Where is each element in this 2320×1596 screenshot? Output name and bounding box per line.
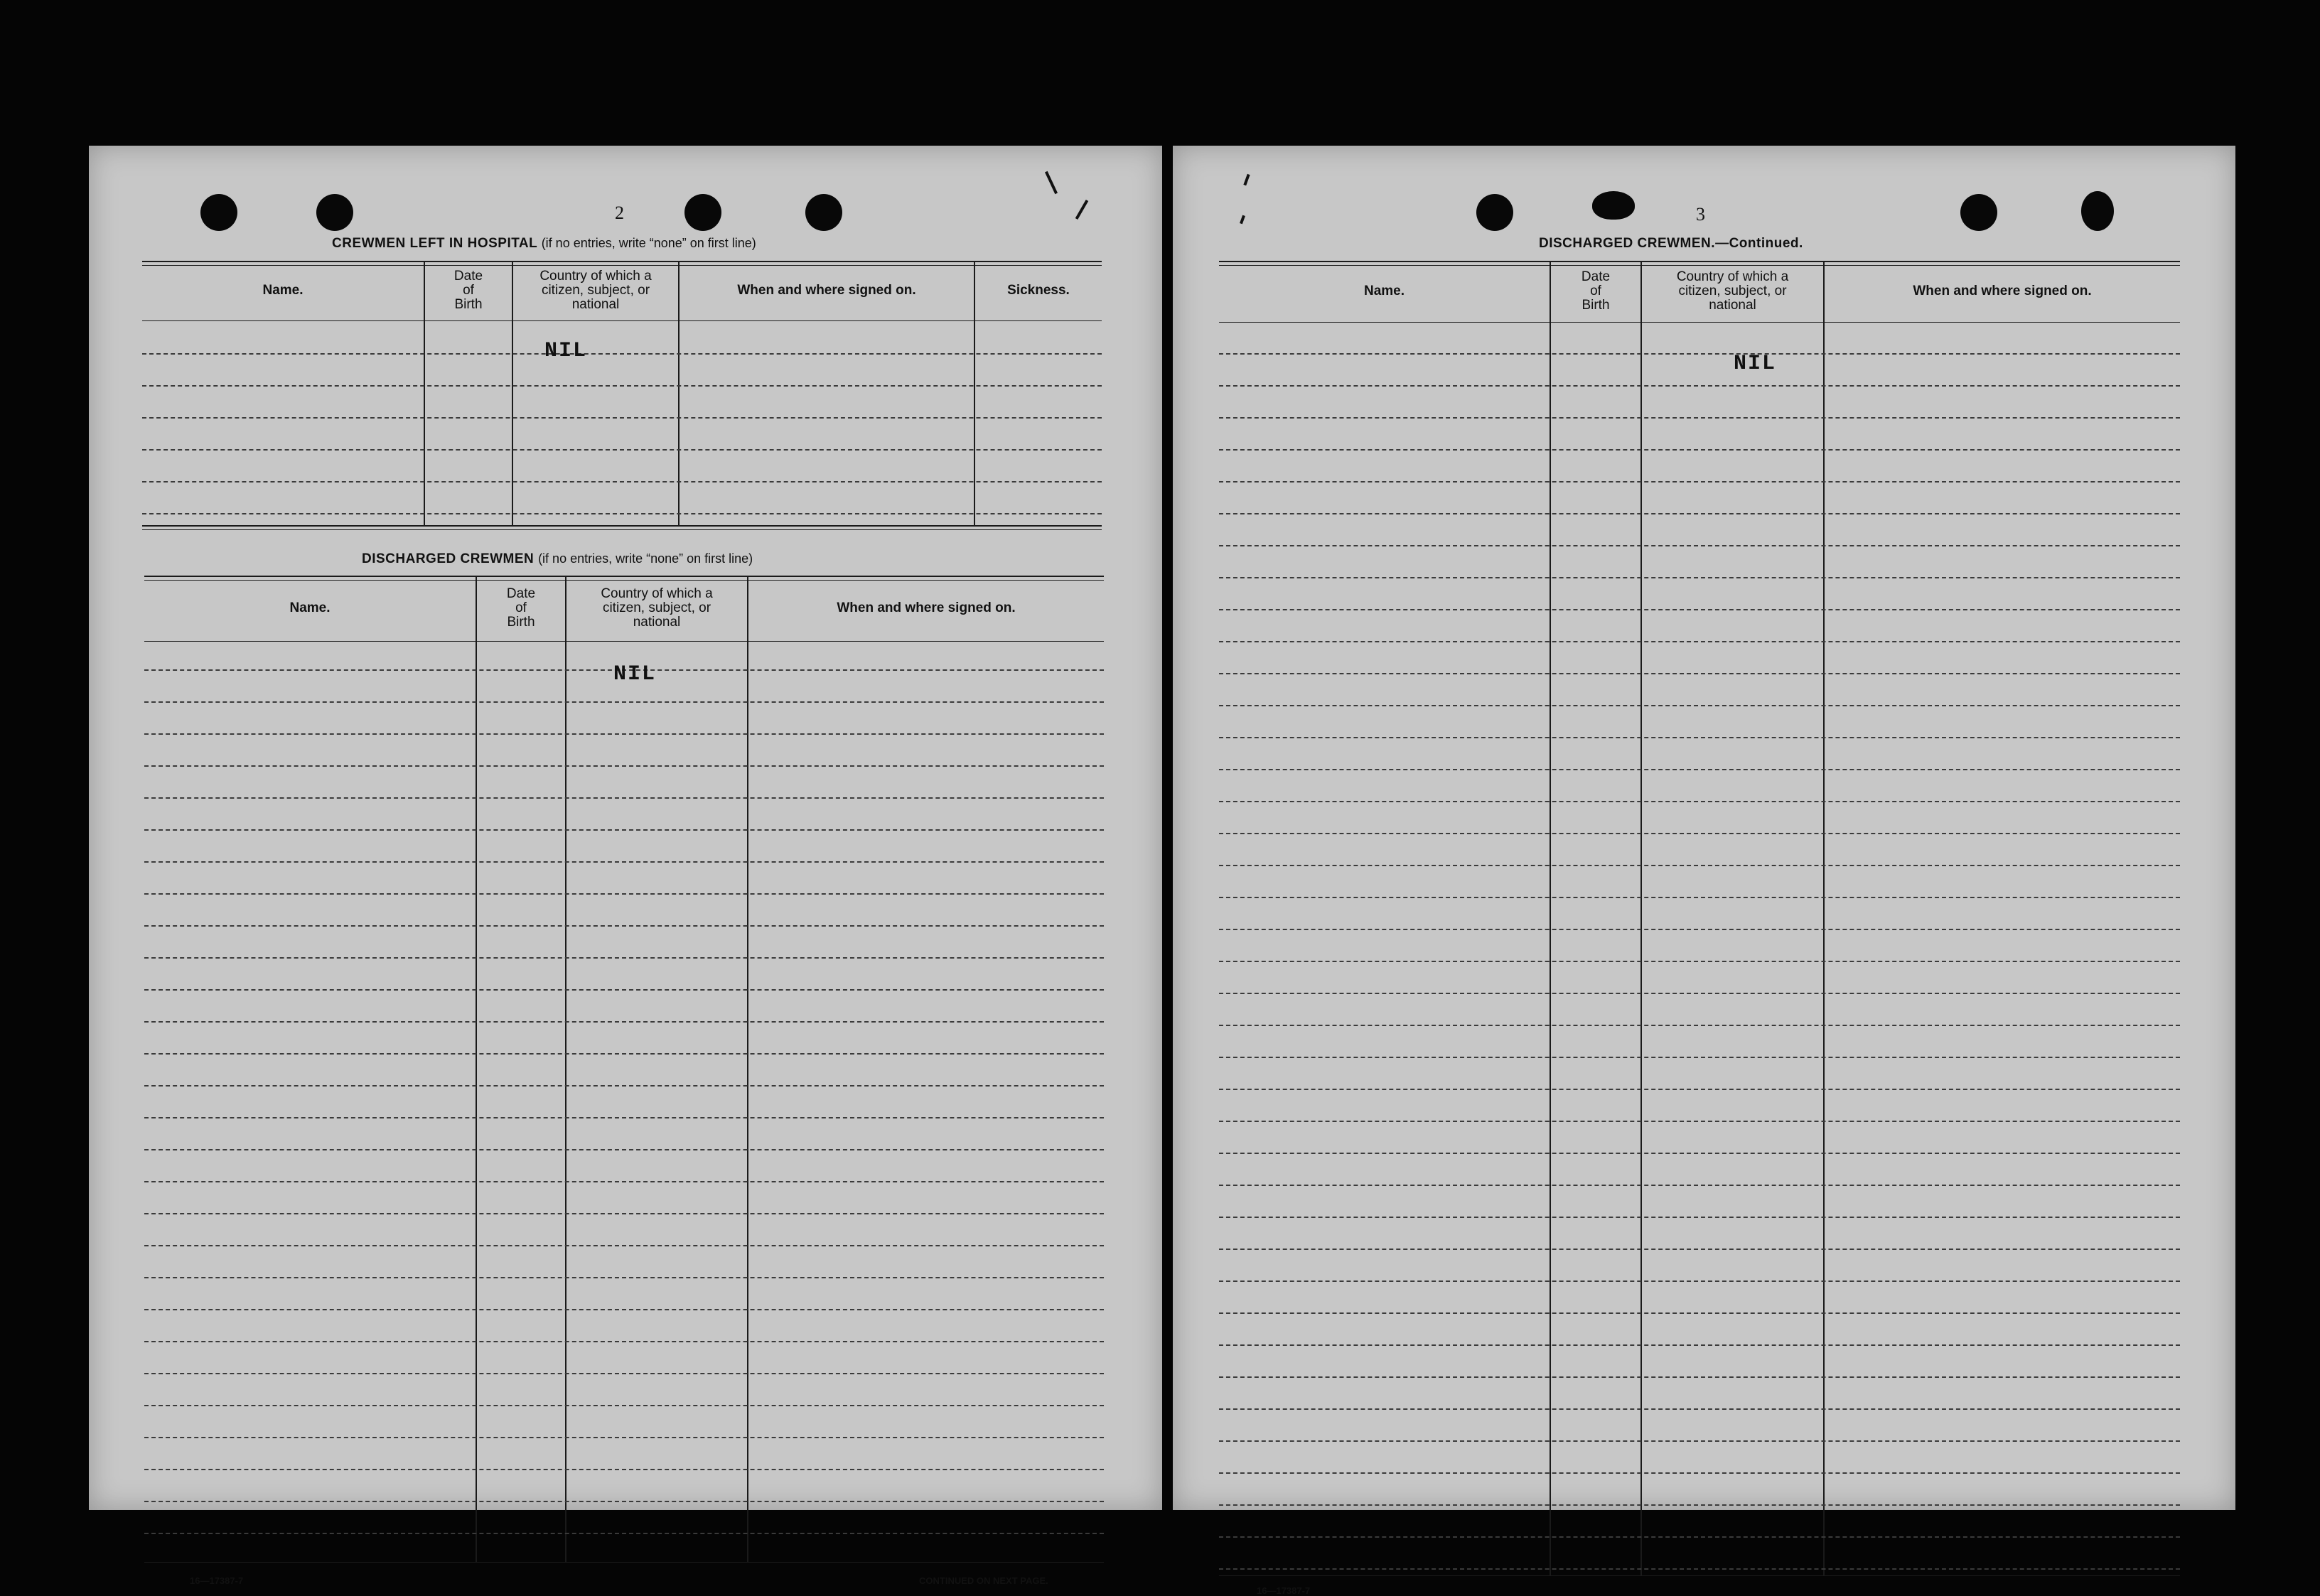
entry-line (144, 829, 1104, 831)
discharged-note: (if no entries, write “none” on first line) (538, 551, 753, 566)
hospital-note: (if no entries, write “none” on first line) (541, 236, 756, 250)
form-code: 16—17387-7 (190, 1575, 244, 1586)
column-line (1640, 261, 1642, 1575)
entry-line (144, 893, 1104, 895)
entry-line (1219, 1121, 2180, 1122)
hospital-table (142, 261, 1102, 532)
table-rule (144, 1562, 1104, 1563)
punch-hole (684, 194, 721, 231)
header-when-where: When and where signed on. (1913, 284, 2092, 298)
entry-line (144, 1053, 1104, 1055)
continued-label: —Continued. (1715, 236, 1803, 251)
entry-line (1219, 737, 2180, 738)
entry-line (1219, 1217, 2180, 1218)
right-page (1173, 146, 2235, 1596)
punch-hole (316, 194, 353, 231)
entry-line (1219, 1280, 2180, 1282)
punch-hole (200, 194, 237, 231)
column-line (747, 576, 748, 1562)
entry-line (1219, 1344, 2180, 1346)
entry-line (1219, 609, 2180, 610)
column-line (1550, 261, 1551, 1575)
header-name: Name. (262, 283, 304, 298)
entry-line (1219, 1568, 2180, 1570)
entry-line (144, 1181, 1104, 1182)
table-rule (1219, 322, 2180, 323)
entry-line (144, 1341, 1104, 1342)
entry-line (1219, 1376, 2180, 1378)
punch-hole (1476, 194, 1513, 231)
discharged-title: DISCHARGED CREWMEN. (1539, 236, 1716, 251)
punch-hole (2081, 191, 2114, 231)
hospital-section-title (332, 236, 756, 252)
paper-mark (1240, 215, 1245, 225)
entry-line (144, 1085, 1104, 1087)
page-number: 2 (615, 203, 624, 223)
column-line (565, 576, 566, 1562)
entry-line (142, 417, 1102, 419)
header-sickness: Sickness. (1007, 283, 1070, 298)
header-name: Name. (289, 600, 331, 615)
punch-hole (805, 194, 842, 231)
continued-note: CONTINUED ON NEXT PAGE. (919, 1575, 1048, 1586)
entry-line (142, 353, 1102, 355)
entry-line (144, 1437, 1104, 1438)
entry-line (142, 385, 1102, 387)
entry-line (1219, 1185, 2180, 1186)
entry-line (144, 1245, 1104, 1246)
entry-line (144, 1469, 1104, 1470)
table-rule (142, 320, 1102, 321)
entry-line (144, 733, 1104, 735)
entry-line (144, 957, 1104, 959)
entry-line (144, 1021, 1104, 1023)
entry-line (1219, 449, 2180, 451)
entry-line (1219, 1025, 2180, 1026)
column-line (476, 576, 477, 1562)
entry-line (1219, 1440, 2180, 1442)
entry-line (1219, 417, 2180, 419)
left-page (89, 146, 1162, 1586)
entry-line (1219, 577, 2180, 578)
entry-line (144, 1149, 1104, 1150)
entry-line (144, 1277, 1104, 1278)
discharged-title: DISCHARGED CREWMEN (362, 551, 535, 566)
entry-line (1219, 865, 2180, 866)
entry-line (1219, 705, 2180, 706)
entry-line (1219, 897, 2180, 898)
entry-line (1219, 833, 2180, 834)
paper-mark (1045, 171, 1058, 195)
entry-line (144, 861, 1104, 863)
header-date-of-birth: Date of Birth (453, 269, 483, 312)
header-date-of-birth: Date of Birth (1581, 269, 1611, 313)
discharged-section-title (362, 551, 753, 567)
header-name: Name. (1363, 284, 1405, 298)
entry-line (1219, 673, 2180, 674)
entry-line (144, 701, 1104, 703)
entry-line (144, 1405, 1104, 1406)
entry-line (1219, 1153, 2180, 1154)
header-country: Country of which a citizen, subject, or national (539, 269, 652, 312)
entry-line (1219, 769, 2180, 770)
entry-line (1219, 801, 2180, 802)
page-number: 3 (1696, 204, 1705, 225)
nil-stamp: NIL (544, 339, 588, 363)
discharged-continued-table (1219, 261, 2180, 1581)
entry-line (1219, 1089, 2180, 1090)
header-country: Country of which a citizen, subject, or national (601, 586, 713, 630)
header-when-where: When and where signed on. (837, 600, 1016, 615)
entry-line (1219, 961, 2180, 962)
paper-mark (1075, 200, 1088, 220)
entry-line (1219, 545, 2180, 546)
entry-line (144, 925, 1104, 927)
entry-line (144, 989, 1104, 991)
entry-line (1219, 513, 2180, 514)
entry-line (1219, 641, 2180, 642)
form-code: 16—17387-7 (1257, 1585, 1311, 1596)
table-rule (144, 641, 1104, 642)
punch-hole (1592, 191, 1635, 220)
entry-line (1219, 1408, 2180, 1410)
entry-line (144, 1213, 1104, 1214)
entry-line (1219, 1312, 2180, 1314)
entry-line (1219, 993, 2180, 994)
entry-line (1219, 1249, 2180, 1250)
discharged-table (144, 576, 1104, 1567)
table-rule (1219, 1575, 2180, 1576)
hospital-title: CREWMEN LEFT IN HOSPITAL (332, 236, 537, 251)
entry-line (1219, 1536, 2180, 1538)
entry-line (1219, 1472, 2180, 1474)
entry-line (1219, 1504, 2180, 1506)
entry-line (142, 449, 1102, 451)
entry-line (142, 481, 1102, 482)
table-rule (142, 525, 1102, 527)
header-when-where: When and where signed on. (737, 283, 916, 298)
table-rule (142, 529, 1102, 530)
column-line (1823, 261, 1825, 1575)
discharged-continued-title (1539, 236, 1803, 252)
entry-line (1219, 385, 2180, 387)
entry-line (144, 765, 1104, 767)
header-country: Country of which a citizen, subject, or national (1676, 269, 1789, 313)
entry-line (144, 1501, 1104, 1502)
nil-stamp: NIL (613, 662, 657, 686)
paper-mark (1243, 174, 1250, 185)
entry-line (144, 797, 1104, 799)
entry-line (1219, 929, 2180, 930)
entry-line (144, 1373, 1104, 1374)
entry-line (144, 1117, 1104, 1118)
punch-hole (1960, 194, 1997, 231)
entry-line (1219, 481, 2180, 482)
entry-line (1219, 353, 2180, 355)
entry-line (144, 1533, 1104, 1534)
entry-line (142, 513, 1102, 514)
header-date-of-birth: Date of Birth (506, 586, 536, 630)
entry-line (1219, 1057, 2180, 1058)
entry-line (144, 1309, 1104, 1310)
nil-stamp: NIL (1734, 352, 1777, 376)
